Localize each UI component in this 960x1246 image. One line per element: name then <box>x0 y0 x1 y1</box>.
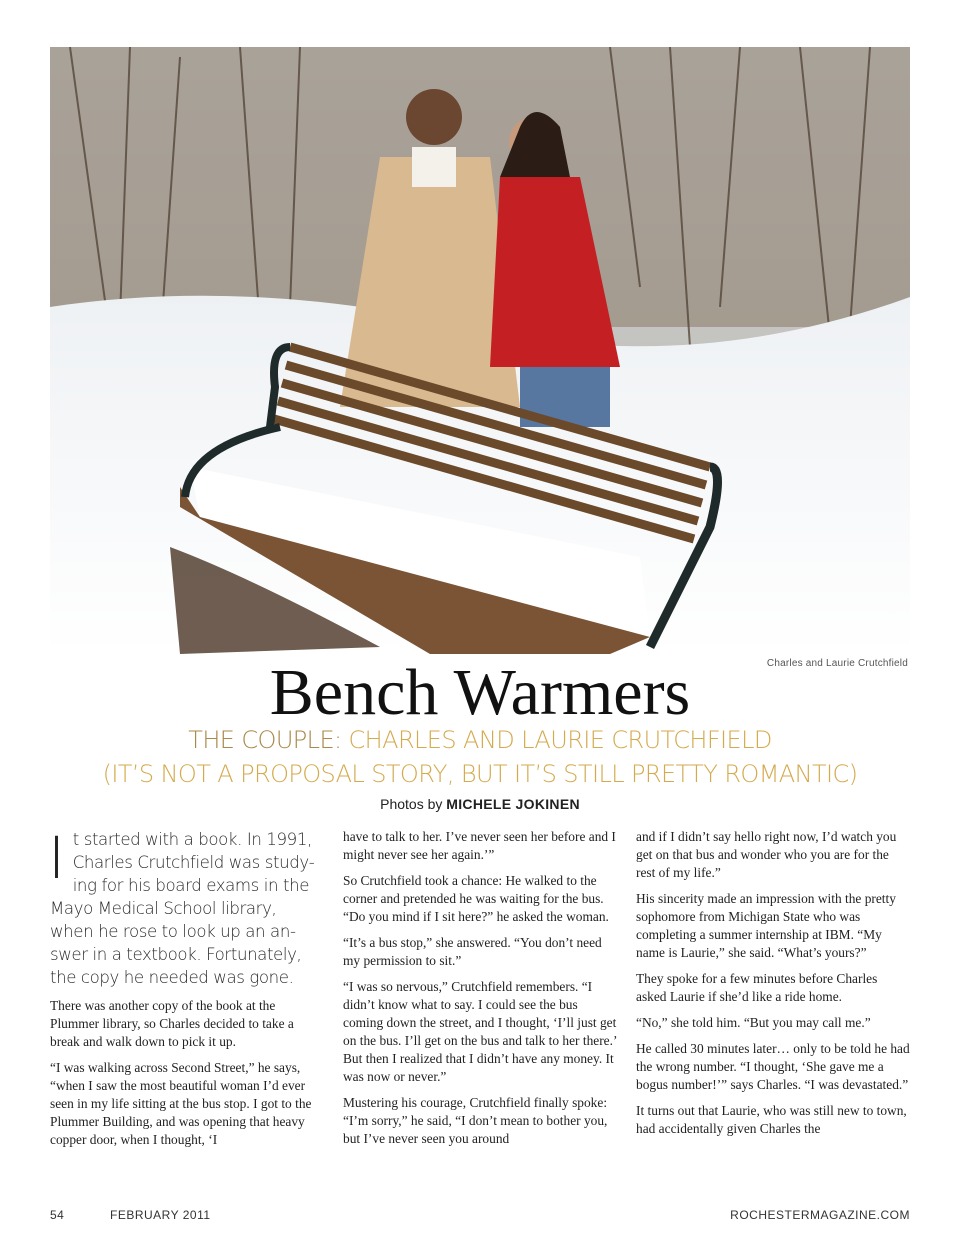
page-number: 54 <box>50 1208 65 1222</box>
paragraph: and if I didn’t say hello right now, I’d watch you get on that bus and wonder who you are for the rest of my life.” <box>636 829 897 880</box>
couple-on-bench-photo <box>50 47 910 654</box>
paragraph: “I was walking across Second Street,” he says, “when I saw the most beautiful woman I’d ever seen in my life sitting at the bus stop. I got to the Plummer Building, and was opening that heavy copper door, when I thought, ‘I <box>50 1060 312 1147</box>
photo-credit <box>0 796 960 812</box>
photo-caption: Charles and Laurie Crutchfield <box>766 658 908 669</box>
cover-photo <box>50 47 910 654</box>
paragraph: It turns out that Laurie, who was still new to town, had accidentally given Charles the <box>636 1103 907 1136</box>
issue-date: FEBRUARY 2011 <box>110 1208 211 1222</box>
paragraph: “It’s a bus stop,” she answered. “You don’t need my permission to sit.” <box>343 935 602 968</box>
credit-prefix: Photos by <box>380 796 447 812</box>
subtitle-names: CHARLES AND LAURIE CRUTCHFIELD <box>341 726 772 754</box>
paragraph: Mustering his courage, Crutchfield finally spoke: “I’m sorry,” he said, “I don’t mean to bother you, but I’ve never seen you around <box>343 1095 608 1146</box>
text-column-3 <box>636 828 910 1146</box>
photographer-name: MICHELE JOKINEN <box>446 796 580 812</box>
paragraph: There was another copy of the book at the Plummer library, so Charles decided to take a break and walk down to pick it up. <box>50 998 294 1049</box>
paragraph: So Crutchfield took a chance: He walked to the corner and pretended he was waiting for the bus. “Do you mind if I sit here?” he asked the woman. <box>343 873 609 924</box>
paragraph: They spoke for a few minutes before Charles asked Laurie if she’d like a ride home. <box>636 971 878 1004</box>
drop-cap: I <box>48 824 65 892</box>
paragraph: “I was so nervous,” Crutchfield remembers. “I didn’t know what to say. I could see the bus coming down the street, and I thought, ‘I’ll just get on the bus. I’ll get on the bus and talk to her there.’ But then I realized that I didn’t have any money. It was now or never.” <box>343 979 617 1084</box>
paragraph: “No,” she told him. “But you may call me.” <box>636 1015 871 1030</box>
subtitle-label: THE COUPLE: <box>188 726 342 754</box>
magazine-url: ROCHESTERMAGAZINE.COM <box>730 1208 910 1222</box>
paragraph: His sincerity made an impression with the pretty sophomore from Michigan State who was completing a summer internship at IBM. “My name is Laurie,” she said. “What’s yours?” <box>636 891 896 960</box>
text-column-2 <box>343 828 617 1156</box>
text-column-1 <box>48 824 324 1157</box>
lead-text: t started with a book. In 1991, Charles Crutchfield was studying for his board exams in the Mayo Medical School library, when he rose to look up an answer in a textbook. Fortunately, the copy he needed was gone. <box>50 830 315 987</box>
paragraph: He called 30 minutes later… only to be told he had the wrong number. “I thought, ‘She gave me a bogus number!’” says Charles. “I was devastated.” <box>636 1041 910 1092</box>
article-subtitle <box>0 724 960 756</box>
paragraph: have to talk to her. I’ve never seen her before and I might never see her again.’” <box>343 829 616 862</box>
article-title: Bench Warmers <box>269 656 691 729</box>
lead-paragraph <box>48 824 324 989</box>
article-subtitle-line2: (IT’S NOT A PROPOSAL STORY, BUT IT’S STILL PRETTY ROMANTIC) <box>102 760 858 788</box>
